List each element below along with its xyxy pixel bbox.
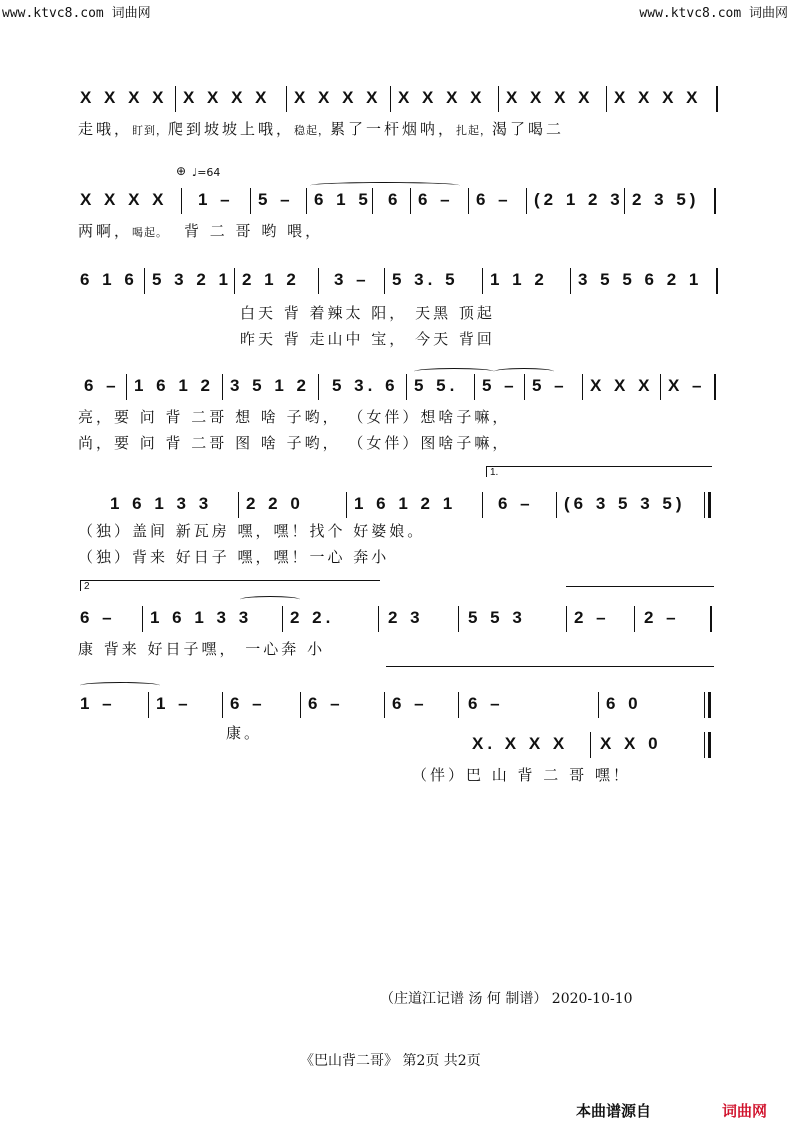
measure: 5 5 3	[468, 608, 526, 627]
measure: 1 6 1 3 3	[150, 608, 253, 627]
lyrics-verse-2: 昨天 背 走山中 宝， 今天 背回	[240, 330, 495, 348]
source-logo: 词曲网	[722, 1102, 768, 1120]
tempo-marking: ♩=64	[192, 166, 221, 179]
header-right-watermark: www.ktvc8.com 词曲网	[639, 6, 788, 21]
measure: X X X X	[506, 88, 594, 107]
lyrics-verse-1: （独）盖间 新瓦房 嘿，嘿！找个 好婆娘。	[78, 522, 426, 540]
volta-bracket: 1.	[486, 466, 712, 477]
lyrics-line	[78, 118, 564, 139]
accompaniment-row	[470, 734, 720, 764]
measure: X X X X	[614, 88, 702, 107]
source-label: 本曲谱源自	[576, 1102, 652, 1120]
measure: 2 –	[574, 608, 610, 627]
lyric-small: 喝起。	[132, 226, 169, 239]
measure: X X X	[590, 376, 654, 395]
measure: X X 0	[600, 734, 662, 753]
measure: 2 –	[644, 608, 680, 627]
measure: 1 6 1 2 1	[354, 494, 457, 513]
measure: 6 –	[84, 376, 120, 395]
measure: 1 6 1 2	[134, 376, 214, 395]
measure: 3 5 1 2	[230, 376, 310, 395]
measure: X. X X X	[472, 734, 569, 753]
lyric: 两啊，	[78, 222, 133, 240]
lyrics-line: 康。	[226, 724, 263, 742]
measure: 3 –	[334, 270, 370, 289]
lyric: 累了一杆烟呐，	[330, 120, 457, 138]
lyric-small: 盯到，	[132, 124, 169, 137]
score-row-1	[78, 88, 718, 118]
score-row-2	[78, 190, 718, 220]
lyric: 爬到坡坡上哦，	[168, 120, 295, 138]
segno-icon: ⊕	[176, 164, 187, 178]
lyric: 背 二 哥 哟 喂，	[184, 222, 324, 240]
lyric: 渴了喝二	[492, 120, 565, 138]
measure: 6 –	[392, 694, 428, 713]
score-row-4	[78, 376, 718, 406]
measure: 6 –	[80, 608, 116, 627]
measure: 2 3	[388, 608, 424, 627]
measure: 5 5.	[414, 376, 459, 395]
measure: X X X X	[80, 190, 168, 209]
measure: 5 3 2 1	[152, 270, 232, 289]
measure: (2 1 2 3	[534, 190, 624, 209]
measure: 6 –	[498, 494, 534, 513]
measure: 5 –	[482, 376, 518, 395]
measure: 2 3 5)	[632, 190, 700, 209]
lyrics-verse-2: 尚，要 问 背 二哥 图 啥 子哟， （女伴）图啥子嘛，	[78, 434, 511, 452]
lyrics-verse-1: 亮，要 问 背 二哥 想 啥 子哟， （女伴）想啥子嘛，	[78, 408, 511, 426]
measure: 5 3. 6	[332, 376, 399, 395]
score-row-6	[78, 608, 718, 638]
measure: 1 –	[80, 694, 116, 713]
measure: 2 1 2	[242, 270, 300, 289]
lyric-small: 扎起，	[456, 124, 493, 137]
lyrics-line	[78, 220, 323, 241]
measure: 6	[388, 190, 402, 209]
measure: 6 –	[468, 694, 504, 713]
measure: 3 5 5 6 2 1	[578, 270, 703, 289]
lyric-small: 稳起，	[294, 124, 331, 137]
measure: (6 3 5 3 5)	[564, 494, 686, 513]
measure: 6 –	[308, 694, 344, 713]
measure: 1 6 1 3 3	[110, 494, 213, 513]
accompaniment-lyrics: （伴）巴 山 背 二 哥 嘿！	[412, 766, 631, 784]
page-footer: 《巴山背二哥》 第2页 共2页	[300, 1053, 481, 1069]
measure: 1 –	[198, 190, 234, 209]
volta-bracket: 2	[80, 580, 380, 591]
measure: 5 3. 5	[392, 270, 459, 289]
measure: 6 –	[418, 190, 454, 209]
lyrics-line: 康 背来 好日子嘿， 一心奔 小	[78, 640, 326, 658]
score-row-3	[78, 270, 718, 300]
header-left-watermark: www.ktvc8.com 词曲网	[2, 6, 151, 21]
credits: （庄道江记谱 汤 何 制谱） 2020-10-10	[380, 991, 633, 1007]
measure: 5 –	[258, 190, 294, 209]
measure: 6 –	[230, 694, 266, 713]
measure: X X X X	[183, 88, 271, 107]
measure: X X X X	[80, 88, 168, 107]
measure: 6 –	[476, 190, 512, 209]
lyric: 走哦，	[78, 120, 133, 138]
measure: X X X X	[398, 88, 486, 107]
measure: X –	[668, 376, 706, 395]
measure: 6 1 6	[80, 270, 138, 289]
measure: 5 –	[532, 376, 568, 395]
lyrics-verse-2: （独）背来 好日子 嘿，嘿！一心 奔小	[78, 548, 390, 566]
measure: 2 2 0	[246, 494, 304, 513]
measure: 2 2.	[290, 608, 335, 627]
score-row-7	[78, 694, 718, 724]
measure: 6 1 5	[314, 190, 372, 209]
measure: 1 1 2	[490, 270, 548, 289]
lyrics-verse-1: 白天 背 着辣太 阳， 天黑 顶起	[240, 304, 495, 322]
measure: X X X X	[294, 88, 382, 107]
measure: 1 –	[156, 694, 192, 713]
measure: 6 0	[606, 694, 642, 713]
